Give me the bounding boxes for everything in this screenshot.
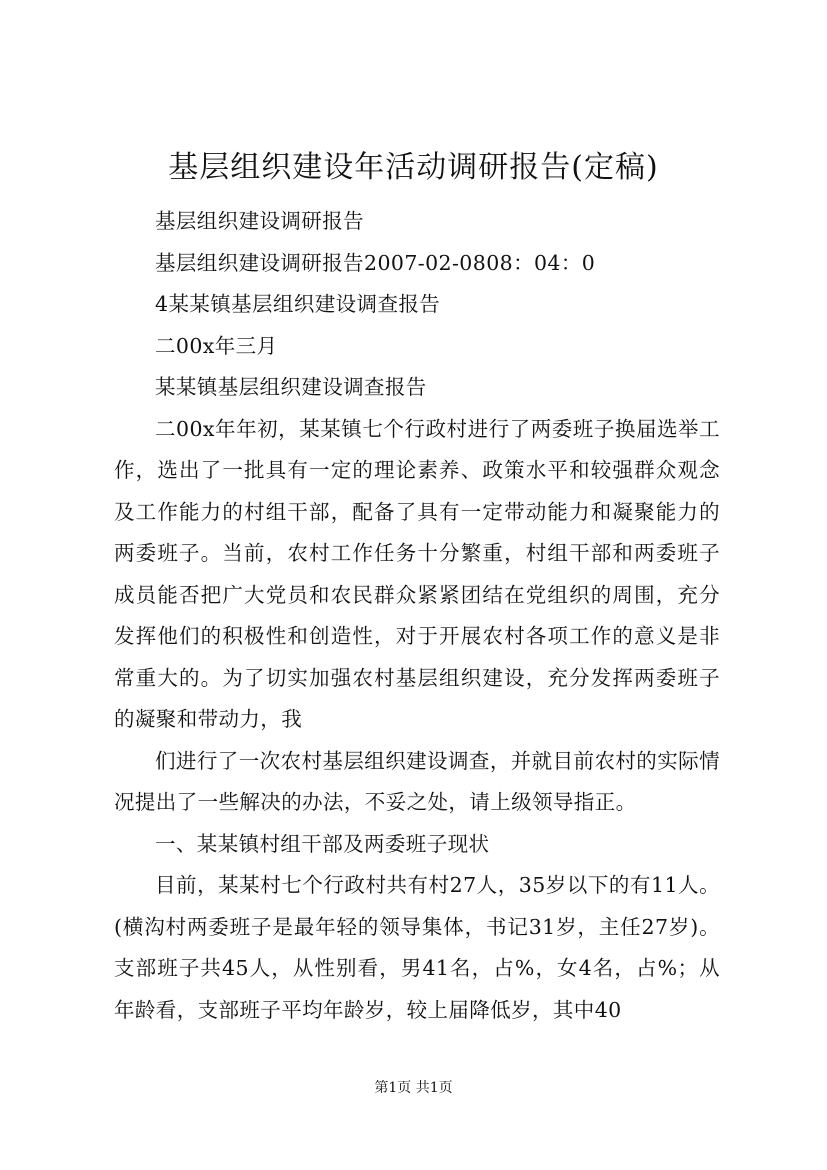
paragraph-date: 二00x年三月 [155, 333, 278, 358]
section-heading-status: 一、某某镇村组干部及两委班子现状 [155, 831, 490, 856]
paragraph-intro-continued: 们进行了一次农村基层组织建设调查，并就目前农村的实际情况提出了一些解决的办法，不妥之处，请上级领导指正。 [114, 748, 720, 814]
paragraph-report-title: 某某镇基层组织建设调查报告 [155, 375, 427, 399]
paragraph-report-date: 基层组织建设调研报告2007-02-0808：04：0 [155, 250, 596, 275]
document-title: 基层组织建设年活动调研报告(定稿) [168, 150, 659, 185]
page-footer: 第1页 共1页 [374, 1080, 453, 1096]
paragraph-report-heading: 4某某镇基层组织建设调查报告 [155, 292, 441, 316]
paragraph-status: 目前，某某村七个行政村共有村27人，35岁以下的有11人。(横沟村两委班子是最年轻的领导集体，书记31岁，主任27岁)。支部班子共45人，从性别看，男41名，占%，女4名，占%；从年龄看，支部班子平均年龄岁，较上届降低岁，其中40 [114, 873, 720, 1022]
paragraph-intro: 二00x年年初，某某镇七个行政村进行了两委班子换届选举工作，选出了一批具有一定的理论素养、政策水平和较强群众观念及工作能力的村组干部，配备了具有一定带动能力和凝聚能力的两委班子。当前，农村工作任务十分繁重，村组干部和两委班子成员能否把广大党员和农民群众紧紧团结在党组织的周围，充分发挥他们的积极性和创造性，对于开展农村各项工作的意义是非常重大的。为了切实加强农村基层组织建设，充分发挥两委班子的凝聚和带动力，我 [114, 416, 720, 731]
document-body [114, 201, 720, 1031]
paragraph-subtitle: 基层组织建设调研报告 [155, 209, 364, 233]
